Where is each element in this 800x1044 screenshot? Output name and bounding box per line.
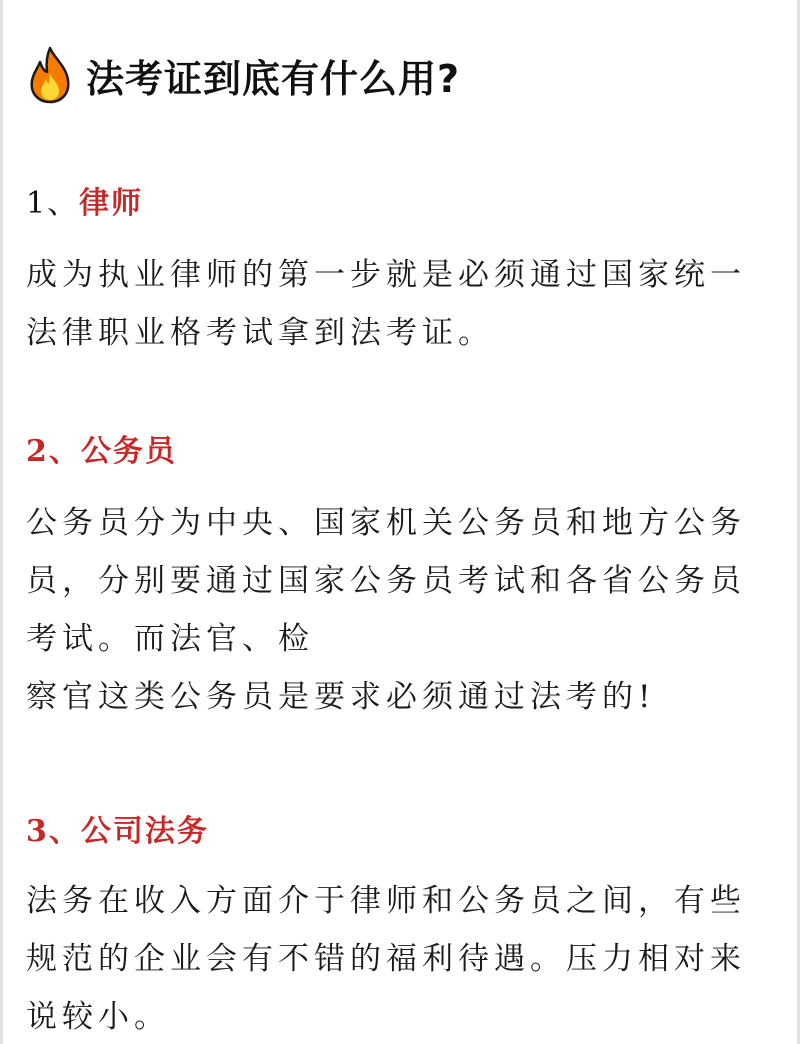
body-line: 成为执业律师的第一步就是必须通过国家统一 (26, 257, 746, 293)
section-lawyer (26, 184, 766, 362)
body-line: 考试。而法官、检 (26, 621, 314, 657)
title-row (28, 40, 460, 110)
section-civil-servant (26, 432, 766, 726)
section-heading (26, 432, 766, 472)
body-line: 法务在收入方面介于律师和公务员之间，有些 (26, 883, 746, 919)
body-line: 员，分别要通过国家公务员考试和各省公务员 (26, 563, 746, 599)
page-title: 法考证到底有什么用? (86, 56, 461, 101)
section-heading-text: 律师 (79, 186, 144, 221)
section-body (26, 494, 766, 726)
body-line: 说较小。 (26, 999, 170, 1035)
section-heading (26, 184, 766, 224)
fire-icon (28, 46, 72, 104)
section-body (26, 872, 766, 1044)
section-heading-text: 公司法务 (80, 814, 209, 849)
section-number: 1、 (26, 186, 80, 221)
body-line: 察官这类公务员是要求必须通过法考的! (26, 679, 656, 715)
section-number: 3、 (26, 814, 81, 849)
body-line: 规范的企业会有不错的福利待遇。压力相对来 (26, 941, 746, 977)
section-corporate-legal (26, 812, 766, 1044)
section-body (26, 246, 766, 362)
section-number: 2、 (26, 434, 81, 469)
body-line: 公务员分为中央、国家机关公务员和地方公务 (26, 505, 746, 541)
section-heading-text: 公务员 (80, 434, 177, 469)
section-heading (26, 812, 766, 852)
body-line: 法律职业格考试拿到法考证。 (26, 315, 494, 351)
